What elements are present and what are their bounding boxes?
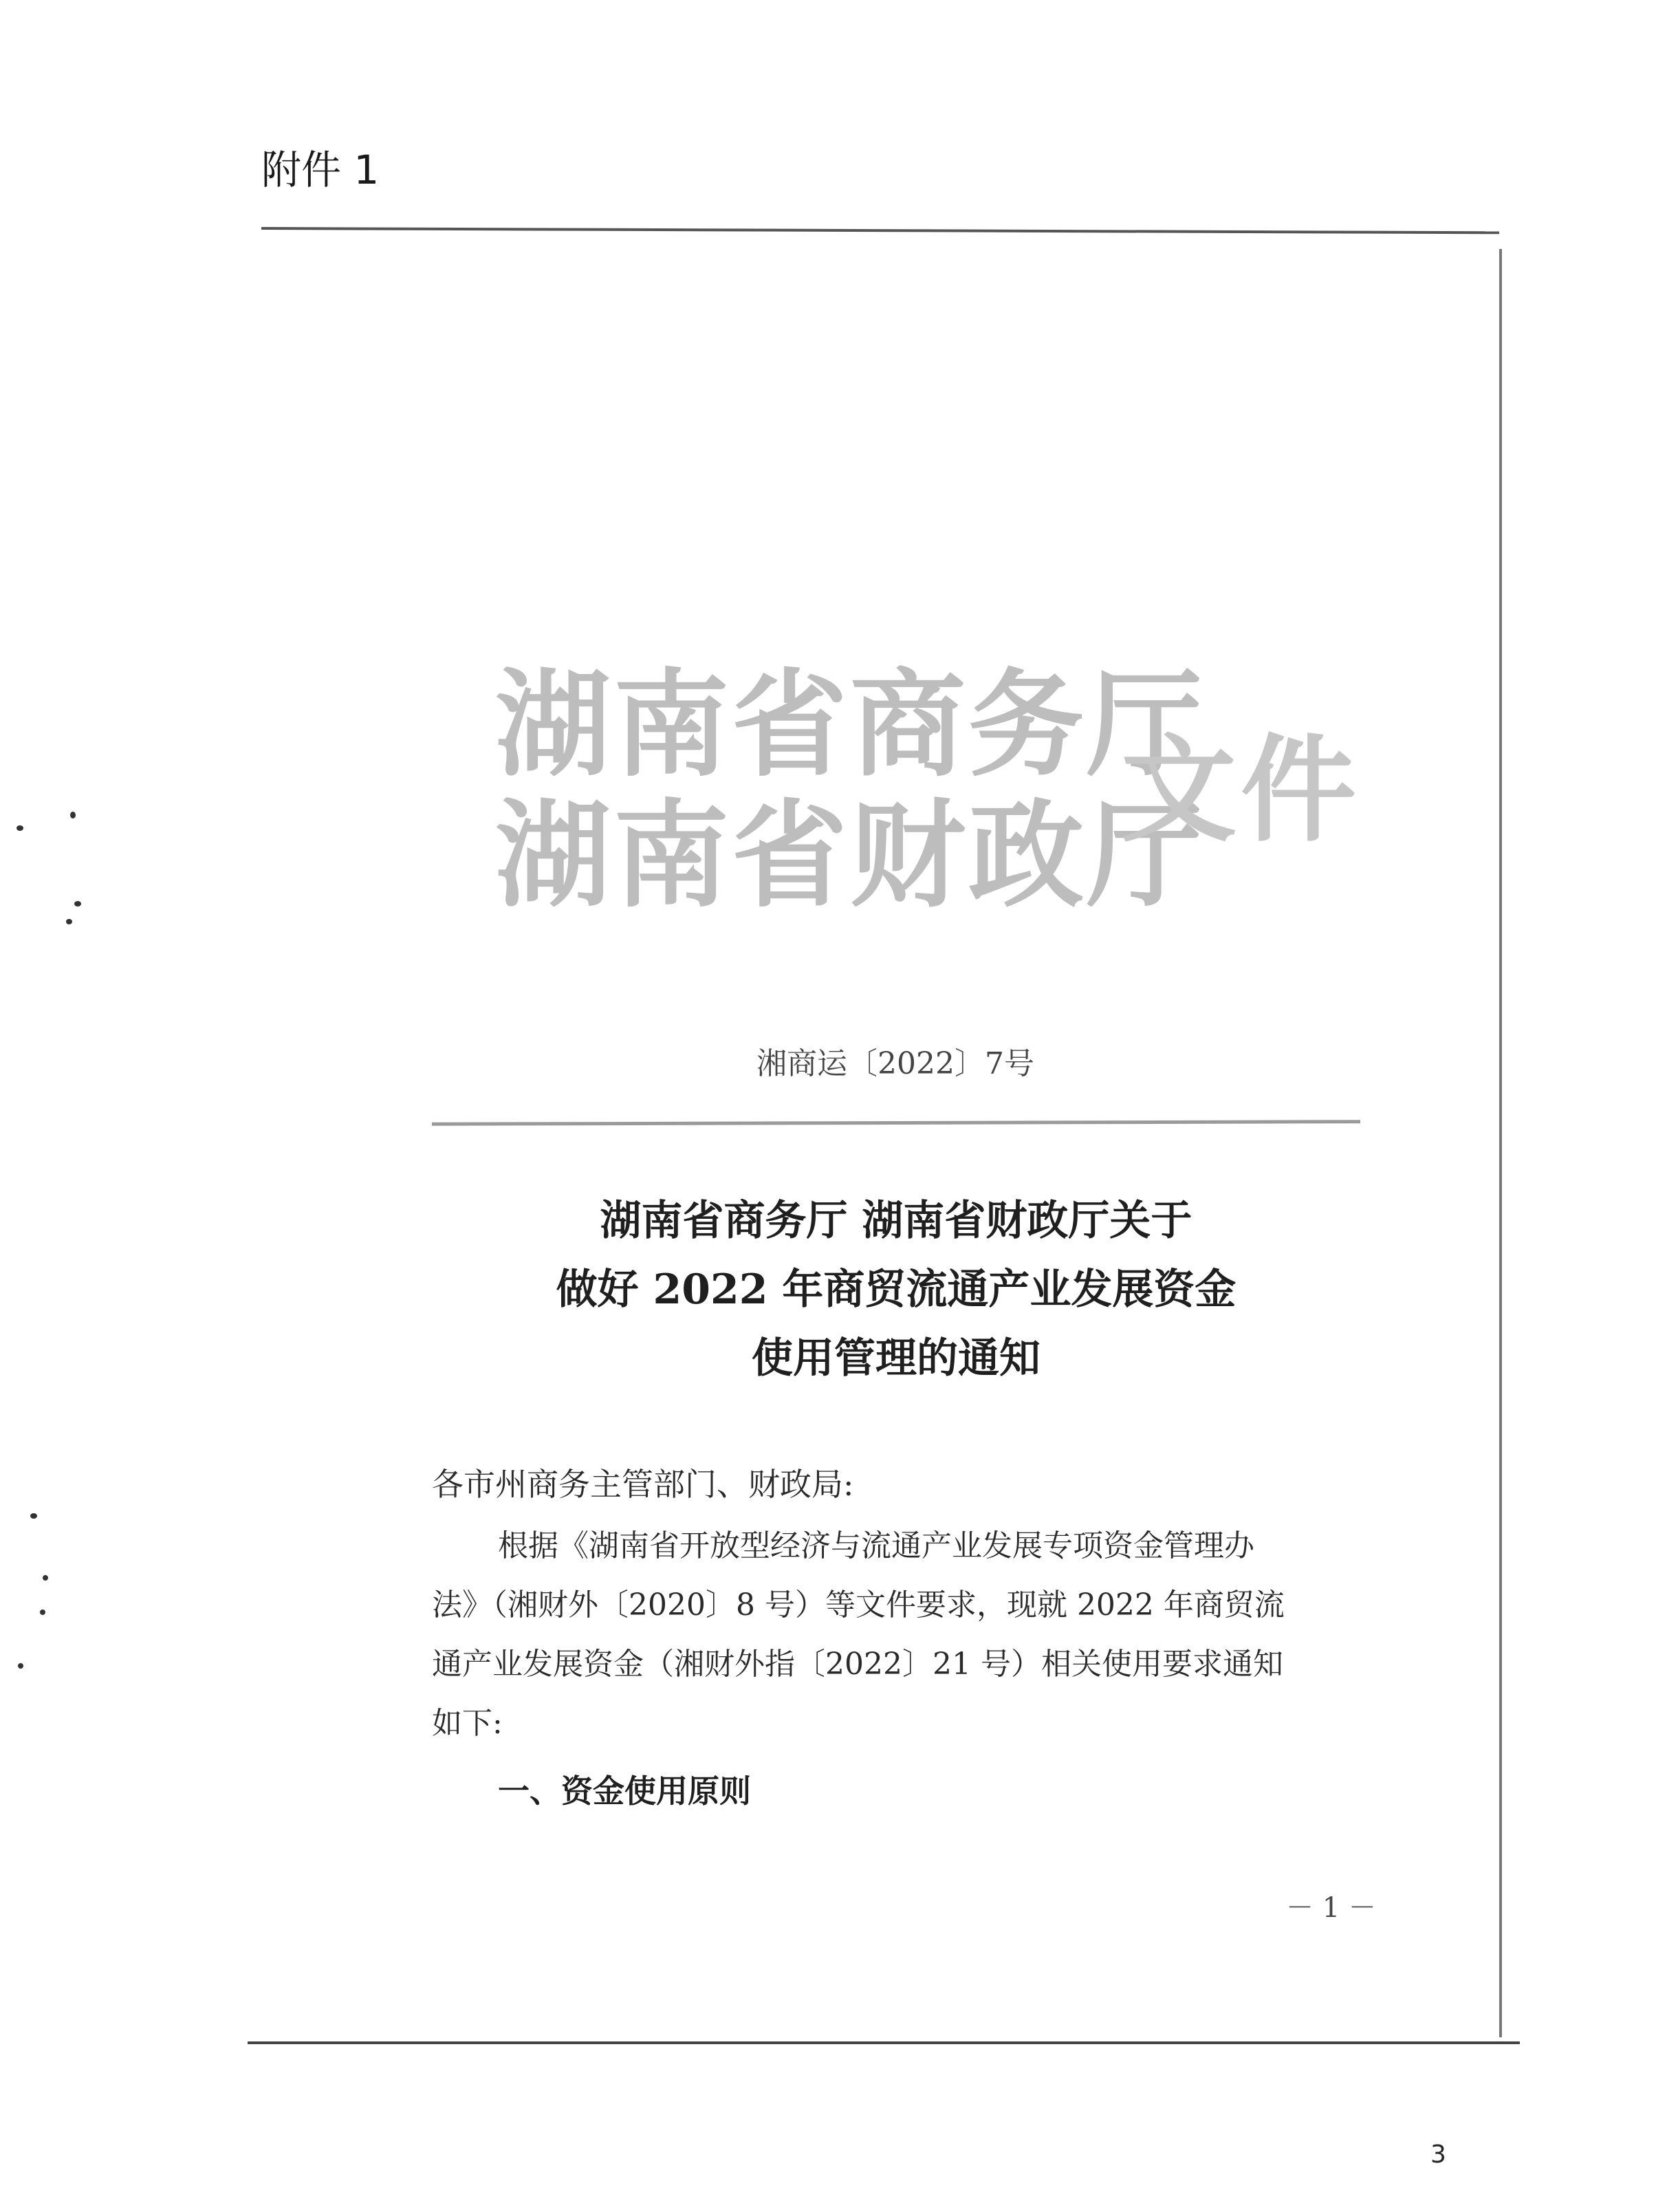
issuer-name-commerce: 湖南省商务厅 [495,656,1205,792]
title-line-1: 湖南省商务厅 湖南省财政厅关于 [600,1197,1192,1245]
scan-speck [18,1663,23,1669]
document-frame-right-border [1499,249,1502,2037]
scan-speck [40,1609,45,1615]
body-line-4: 如下: [432,1706,503,1741]
body-line-3: 通产业发展资金（湘财外指〔2022〕21 号）相关使用要求通知 [432,1647,1283,1682]
title-line-2: 做好 2022 年商贸流通产业发展资金 [556,1266,1236,1314]
document-number: 湘商运〔2022〕7号 [756,1046,1034,1081]
inner-page-number: － 1 － [1286,1892,1376,1924]
document-frame-bottom-border [248,2041,1520,2044]
scan-speck [66,919,72,924]
attachment-label: 附件 1 [261,147,380,193]
document-frame-top-border [261,227,1499,234]
issuer-name-finance: 湖南省财政厅 [495,787,1205,923]
body-paragraph [432,1517,1367,1753]
scan-speck [30,1513,37,1519]
document-title [432,1186,1360,1393]
body-line-1: 根据《湖南省开放型经济与流通产业发展专项资金管理办 [498,1528,1254,1563]
outer-page-number: 3 [1430,2140,1446,2169]
section-heading: 一、资金使用原则 [498,1772,751,1810]
body-line-2: 法》（湘财外〔2020〕8 号）等文件要求，现就 2022 年商贸流 [432,1587,1285,1623]
issuer-suffix: 文件 [1121,722,1360,858]
scan-speck [43,1575,48,1581]
scan-speck [70,812,76,818]
scan-speck [74,901,81,907]
header-divider [432,1120,1360,1126]
salutation: 各市州商务主管部门、财政局: [432,1466,854,1503]
scan-speck [17,825,23,831]
issuer-header [495,633,1360,923]
title-line-3: 使用管理的通知 [752,1334,1041,1382]
